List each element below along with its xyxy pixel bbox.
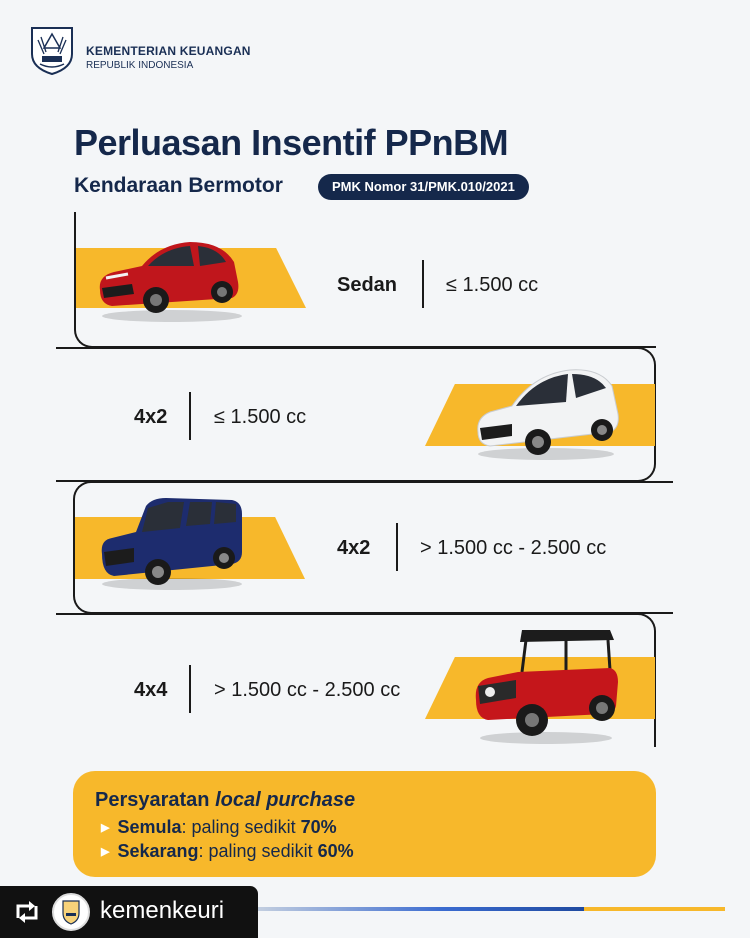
- vehicle-type: 4x4: [134, 679, 168, 701]
- requirement-label: Semula: [117, 817, 182, 837]
- requirement-value: 60%: [317, 841, 354, 861]
- requirement-label: Sekarang: [117, 841, 199, 861]
- engine-capacity: ≤ 1.500 cc: [214, 406, 307, 428]
- requirement-item: [101, 817, 337, 838]
- engine-capacity: > 1.500 cc - 2.500 cc: [214, 679, 401, 701]
- requirement-value: 70%: [300, 817, 337, 837]
- divider: [396, 523, 398, 571]
- vehicle-type: Sedan: [337, 274, 398, 296]
- divider: [189, 665, 191, 713]
- footer-accent-line: [255, 907, 725, 911]
- org-name-line1: KEMENTERIAN KEUANGAN: [86, 44, 251, 58]
- white-hatchback-image: [472, 362, 622, 462]
- ministry-emblem-icon: [54, 895, 88, 929]
- red-sedan-image: [92, 232, 244, 324]
- repost-icon[interactable]: [12, 898, 42, 926]
- page-title: Perluasan Insentif PPnBM: [74, 122, 509, 163]
- vehicle-type: 4x2: [337, 537, 371, 559]
- requirements-box: [73, 771, 656, 877]
- account-handle[interactable]: kemenkeuri: [100, 897, 225, 924]
- red-jeep-image: [470, 620, 620, 746]
- bullet-icon: ▶: [101, 822, 110, 834]
- requirement-item: [101, 841, 354, 862]
- requirements-title: [95, 789, 355, 812]
- page-subtitle: Kendaraan Bermotor: [74, 174, 283, 197]
- organization-name: [86, 44, 251, 71]
- engine-capacity: > 1.500 cc - 2.500 cc: [420, 537, 607, 559]
- regulation-badge: PMK Nomor 31/PMK.010/2021: [318, 174, 529, 200]
- blue-suv-image: [96, 492, 246, 592]
- requirement-text: : paling sedikit: [198, 841, 318, 861]
- engine-capacity: ≤ 1.500 cc: [446, 274, 539, 296]
- org-name-line2: REPUBLIK INDONESIA: [86, 60, 194, 71]
- bullet-icon: ▶: [101, 846, 110, 858]
- ministry-emblem-icon: [26, 24, 78, 76]
- requirements-title-emphasis: local purchase: [215, 789, 356, 811]
- divider: [189, 392, 191, 440]
- repost-bar[interactable]: [0, 886, 258, 938]
- requirements-title-prefix: Persyaratan: [95, 789, 216, 811]
- divider: [422, 260, 424, 308]
- vehicle-type: 4x2: [134, 406, 168, 428]
- avatar[interactable]: [52, 893, 90, 931]
- requirement-text: : paling sedikit: [181, 817, 301, 837]
